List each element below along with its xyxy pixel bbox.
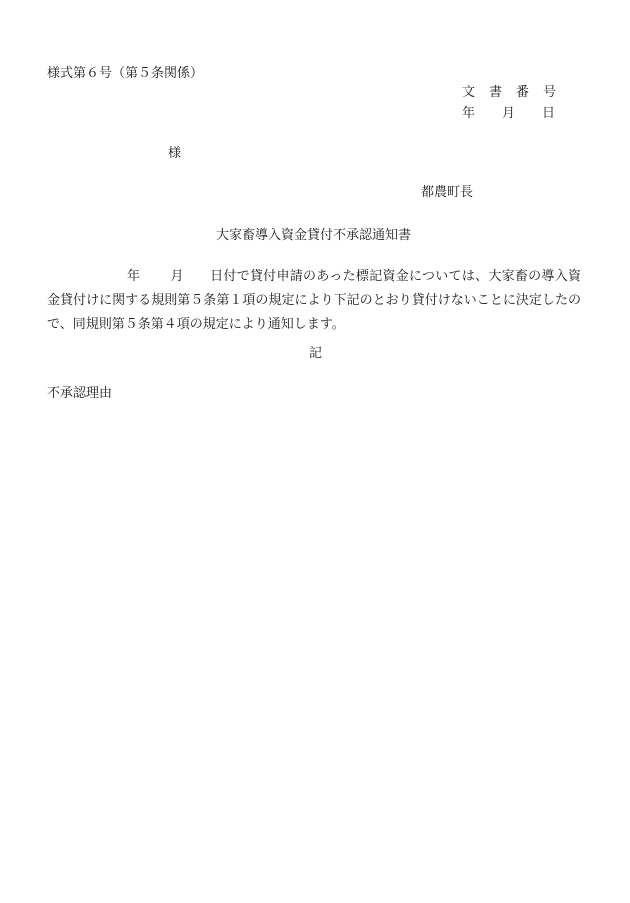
body-text: 日付で貸付申請のあった標記資金については、大家畜の導入資金貸付けに関する規則第５条第１項の規定により下記のとおり貸付けないことに決定したので、同規則第５条第４項の規定により通知します。 [47,269,581,332]
doc-number-char: 書 [489,85,503,100]
form-number: 様式第６号（第５条関係） [47,66,204,81]
document-title: 大家畜導入資金貸付不承認通知書 [216,228,412,243]
ki-heading: 記 [309,346,323,361]
body-month: 月 [170,269,184,284]
document-number-label [462,86,570,99]
body-year: 年 [127,269,141,284]
date-year: 年 [462,106,476,121]
sender-name: 都農町長 [421,185,474,200]
date-day: 日 [542,106,556,121]
recipient-suffix: 様 [168,146,182,161]
body-paragraph [47,265,581,337]
doc-number-char: 番 [516,85,530,100]
doc-number-char: 文 [462,85,476,100]
rejection-reason-label: 不承認理由 [47,386,113,401]
document-date [462,107,555,120]
doc-number-char: 号 [543,85,557,100]
date-month: 月 [502,106,516,121]
